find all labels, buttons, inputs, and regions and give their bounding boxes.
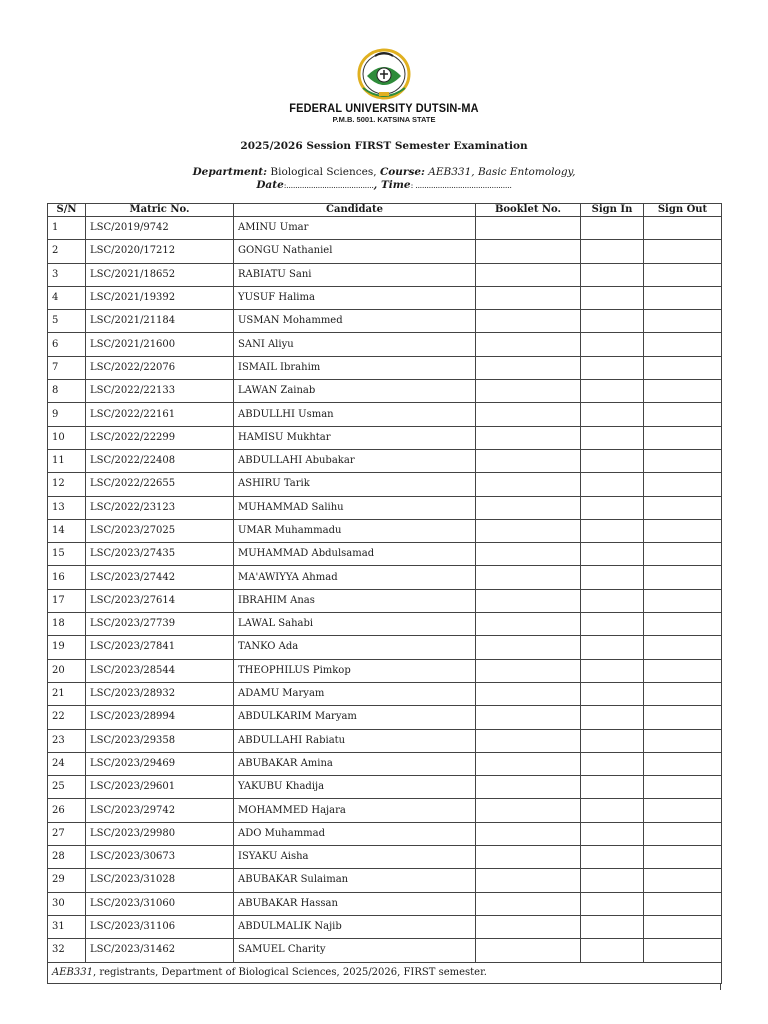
header-matric: Matric No. — [86, 204, 234, 217]
sign-out-cell[interactable] — [644, 310, 722, 333]
sn-cell: 24 — [48, 752, 86, 775]
sign-out-cell[interactable] — [644, 613, 722, 636]
table-row — [48, 263, 722, 286]
header-candidate: Candidate — [234, 204, 476, 217]
booklet-cell[interactable] — [476, 473, 581, 496]
sign-out-cell[interactable] — [644, 333, 722, 356]
university-address: P.M.B. 5001. KATSINA STATE — [332, 115, 436, 124]
candidate-cell: ABDULLHI Usman — [234, 403, 476, 426]
matric-cell: LSC/2023/27435 — [86, 543, 234, 566]
candidate-cell: MOHAMMED Hajara — [234, 799, 476, 822]
booklet-cell[interactable] — [476, 449, 581, 472]
table-row — [48, 659, 722, 682]
booklet-cell[interactable] — [476, 356, 581, 379]
sign-in-cell[interactable] — [581, 729, 644, 752]
matric-cell: LSC/2021/21600 — [86, 333, 234, 356]
sign-out-cell[interactable] — [644, 869, 722, 892]
footer-note — [48, 962, 722, 983]
matric-cell: LSC/2023/29742 — [86, 799, 234, 822]
matric-cell: LSC/2023/28994 — [86, 706, 234, 729]
sn-cell: 3 — [48, 263, 86, 286]
sign-out-cell[interactable] — [644, 263, 722, 286]
sign-out-cell[interactable] — [644, 939, 722, 962]
sign-in-cell[interactable] — [581, 543, 644, 566]
sign-in-cell[interactable] — [581, 706, 644, 729]
sign-in-cell[interactable] — [581, 217, 644, 240]
footer-course: AEB331 — [52, 966, 93, 978]
sign-in-cell[interactable] — [581, 240, 644, 263]
table-row — [48, 915, 722, 938]
date-time-line — [0, 179, 768, 191]
candidate-cell: ABUBAKAR Sulaiman — [234, 869, 476, 892]
table-row — [48, 939, 722, 962]
matric-cell: LSC/2022/22408 — [86, 449, 234, 472]
sign-out-cell[interactable] — [644, 915, 722, 938]
candidate-cell: MUHAMMAD Abdulsamad — [234, 543, 476, 566]
course-value: AEB331, Basic Entomology, — [424, 166, 576, 178]
table-row — [48, 333, 722, 356]
table-header-row — [48, 204, 722, 217]
matric-cell: LSC/2021/19392 — [86, 286, 234, 309]
booklet-cell[interactable] — [476, 822, 581, 845]
candidate-cell: UMAR Muhammadu — [234, 519, 476, 542]
matric-cell: LSC/2023/27739 — [86, 613, 234, 636]
sign-out-cell[interactable] — [644, 240, 722, 263]
candidate-cell: ADO Muhammad — [234, 822, 476, 845]
table-row — [48, 310, 722, 333]
sign-in-cell[interactable] — [581, 449, 644, 472]
sn-cell: 9 — [48, 403, 86, 426]
time-label: , Time — [373, 179, 411, 191]
sign-in-cell[interactable] — [581, 682, 644, 705]
sign-in-cell[interactable] — [581, 496, 644, 519]
table-row — [48, 286, 722, 309]
matric-cell: LSC/2021/21184 — [86, 310, 234, 333]
candidate-cell: USMAN Mohammed — [234, 310, 476, 333]
booklet-cell[interactable] — [476, 240, 581, 263]
matric-cell: LSC/2023/31106 — [86, 915, 234, 938]
candidate-cell: MA'AWIYYA Ahmad — [234, 566, 476, 589]
table-row — [48, 473, 722, 496]
sign-out-cell[interactable] — [644, 846, 722, 869]
sign-in-cell[interactable] — [581, 286, 644, 309]
booklet-cell[interactable] — [476, 869, 581, 892]
matric-cell: LSC/2022/22076 — [86, 356, 234, 379]
department-label: Department: — [192, 166, 268, 178]
booklet-cell[interactable] — [476, 380, 581, 403]
candidate-cell: GONGU Nathaniel — [234, 240, 476, 263]
sign-in-cell[interactable] — [581, 846, 644, 869]
booklet-cell[interactable] — [476, 939, 581, 962]
candidate-cell: ADAMU Maryam — [234, 682, 476, 705]
sign-in-cell[interactable] — [581, 822, 644, 845]
candidate-cell: ISMAIL Ibrahim — [234, 356, 476, 379]
sign-out-cell[interactable] — [644, 706, 722, 729]
sign-in-cell[interactable] — [581, 589, 644, 612]
sn-cell: 25 — [48, 776, 86, 799]
booklet-cell[interactable] — [476, 333, 581, 356]
table-row — [48, 822, 722, 845]
table-row — [48, 799, 722, 822]
matric-cell: LSC/2023/29358 — [86, 729, 234, 752]
sign-in-cell[interactable] — [581, 892, 644, 915]
sign-out-cell[interactable] — [644, 589, 722, 612]
date-value: :....................................... — [283, 181, 374, 190]
table-row — [48, 752, 722, 775]
matric-cell: LSC/2022/23123 — [86, 496, 234, 519]
candidate-cell: ABDULLAHI Rabiatu — [234, 729, 476, 752]
sign-in-cell[interactable] — [581, 613, 644, 636]
booklet-cell[interactable] — [476, 752, 581, 775]
candidate-cell: YAKUBU Khadija — [234, 776, 476, 799]
university-crest-icon — [353, 48, 415, 102]
sn-cell: 19 — [48, 636, 86, 659]
table-row — [48, 426, 722, 449]
sign-in-cell[interactable] — [581, 915, 644, 938]
sn-cell: 22 — [48, 706, 86, 729]
candidate-cell: YUSUF Halima — [234, 286, 476, 309]
sign-out-cell[interactable] — [644, 403, 722, 426]
candidate-cell: ABUBAKAR Amina — [234, 752, 476, 775]
university-name: FEDERAL UNIVERSITY DUTSIN-MA — [289, 103, 479, 115]
sign-in-cell[interactable] — [581, 380, 644, 403]
header-sn: S/N — [48, 204, 86, 217]
matric-cell: LSC/2022/22161 — [86, 403, 234, 426]
table-row — [48, 892, 722, 915]
booklet-cell[interactable] — [476, 310, 581, 333]
booklet-cell[interactable] — [476, 682, 581, 705]
sign-in-cell[interactable] — [581, 659, 644, 682]
table-row — [48, 403, 722, 426]
sign-in-cell[interactable] — [581, 426, 644, 449]
sign-out-cell[interactable] — [644, 752, 722, 775]
table-row — [48, 706, 722, 729]
booklet-cell[interactable] — [476, 566, 581, 589]
booklet-cell[interactable] — [476, 217, 581, 240]
matric-cell: LSC/2023/28544 — [86, 659, 234, 682]
sn-cell: 30 — [48, 892, 86, 915]
table-row — [48, 776, 722, 799]
time-value: : ........................................... — [410, 181, 512, 190]
candidate-cell: TANKO Ada — [234, 636, 476, 659]
matric-cell: LSC/2023/27025 — [86, 519, 234, 542]
sign-in-cell[interactable] — [581, 566, 644, 589]
candidate-cell: ABUBAKAR Hassan — [234, 892, 476, 915]
matric-cell: LSC/2023/29980 — [86, 822, 234, 845]
candidate-cell: LAWAL Sahabi — [234, 613, 476, 636]
sn-cell: 32 — [48, 939, 86, 962]
booklet-cell[interactable] — [476, 846, 581, 869]
booklet-cell[interactable] — [476, 519, 581, 542]
sign-out-cell[interactable] — [644, 449, 722, 472]
candidate-cell: MUHAMMAD Salihu — [234, 496, 476, 519]
sn-cell: 17 — [48, 589, 86, 612]
sn-cell: 14 — [48, 519, 86, 542]
header-sign-out: Sign Out — [644, 204, 722, 217]
sn-cell: 4 — [48, 286, 86, 309]
exam-title: 2025/2026 Session FIRST Semester Examination — [240, 140, 528, 152]
sign-out-cell[interactable] — [644, 519, 722, 542]
table-row — [48, 869, 722, 892]
booklet-cell[interactable] — [476, 915, 581, 938]
matric-cell: LSC/2019/9742 — [86, 217, 234, 240]
sn-cell: 29 — [48, 869, 86, 892]
matric-cell: LSC/2023/29601 — [86, 776, 234, 799]
candidate-cell: LAWAN Zainab — [234, 380, 476, 403]
header-sign-in: Sign In — [581, 204, 644, 217]
booklet-cell[interactable] — [476, 263, 581, 286]
sn-cell: 16 — [48, 566, 86, 589]
footer-text: , registrants, Department of Biological Sciences, 2025/2026, FIRST semester. — [92, 966, 487, 978]
booklet-cell[interactable] — [476, 659, 581, 682]
sign-in-cell[interactable] — [581, 636, 644, 659]
table-row — [48, 217, 722, 240]
sign-out-cell[interactable] — [644, 426, 722, 449]
booklet-cell[interactable] — [476, 426, 581, 449]
table-row — [48, 589, 722, 612]
booklet-cell[interactable] — [476, 706, 581, 729]
sn-cell: 1 — [48, 217, 86, 240]
department-course-line — [0, 166, 768, 178]
sn-cell: 6 — [48, 333, 86, 356]
matric-cell: LSC/2023/27442 — [86, 566, 234, 589]
table-footer-row — [48, 962, 722, 983]
matric-cell: LSC/2022/22133 — [86, 380, 234, 403]
booklet-cell[interactable] — [476, 589, 581, 612]
sign-out-cell[interactable] — [644, 659, 722, 682]
sign-out-cell[interactable] — [644, 822, 722, 845]
sn-cell: 15 — [48, 543, 86, 566]
sign-in-cell[interactable] — [581, 939, 644, 962]
header-booklet: Booklet No. — [476, 204, 581, 217]
page-edge-mark — [720, 984, 721, 990]
booklet-cell[interactable] — [476, 729, 581, 752]
table-row — [48, 729, 722, 752]
sign-in-cell[interactable] — [581, 310, 644, 333]
candidate-cell: ABDULKARIM Maryam — [234, 706, 476, 729]
sn-cell: 2 — [48, 240, 86, 263]
booklet-cell[interactable] — [476, 286, 581, 309]
candidate-cell: HAMISU Mukhtar — [234, 426, 476, 449]
candidate-cell: IBRAHIM Anas — [234, 589, 476, 612]
sn-cell: 27 — [48, 822, 86, 845]
sn-cell: 26 — [48, 799, 86, 822]
sn-cell: 20 — [48, 659, 86, 682]
sign-out-cell[interactable] — [644, 217, 722, 240]
booklet-cell[interactable] — [476, 892, 581, 915]
attendance-table — [47, 203, 722, 984]
table-row — [48, 682, 722, 705]
sn-cell: 18 — [48, 613, 86, 636]
table-row — [48, 519, 722, 542]
sign-in-cell[interactable] — [581, 473, 644, 496]
table-row — [48, 380, 722, 403]
matric-cell: LSC/2023/31028 — [86, 869, 234, 892]
candidate-cell: SANI Aliyu — [234, 333, 476, 356]
date-label: Date — [256, 179, 284, 191]
sign-out-cell[interactable] — [644, 892, 722, 915]
booklet-cell[interactable] — [476, 543, 581, 566]
sn-cell: 7 — [48, 356, 86, 379]
sign-in-cell[interactable] — [581, 263, 644, 286]
sign-in-cell[interactable] — [581, 776, 644, 799]
sign-in-cell[interactable] — [581, 356, 644, 379]
table-row — [48, 449, 722, 472]
table-body — [48, 217, 722, 963]
matric-cell: LSC/2023/31060 — [86, 892, 234, 915]
matric-cell: LSC/2023/27841 — [86, 636, 234, 659]
sign-out-cell[interactable] — [644, 473, 722, 496]
matric-cell: LSC/2023/29469 — [86, 752, 234, 775]
sn-cell: 11 — [48, 449, 86, 472]
matric-cell: LSC/2021/18652 — [86, 263, 234, 286]
sign-out-cell[interactable] — [644, 380, 722, 403]
candidate-cell: ASHIRU Tarik — [234, 473, 476, 496]
department-value: Biological Sciences, — [267, 166, 380, 178]
sn-cell: 5 — [48, 310, 86, 333]
booklet-cell[interactable] — [476, 636, 581, 659]
sign-out-cell[interactable] — [644, 496, 722, 519]
candidate-cell: SAMUEL Charity — [234, 939, 476, 962]
table-row — [48, 566, 722, 589]
sn-cell: 12 — [48, 473, 86, 496]
table-row — [48, 356, 722, 379]
sign-out-cell[interactable] — [644, 776, 722, 799]
booklet-cell[interactable] — [476, 496, 581, 519]
matric-cell: LSC/2023/28932 — [86, 682, 234, 705]
candidate-cell: AMINU Umar — [234, 217, 476, 240]
table-row — [48, 613, 722, 636]
booklet-cell[interactable] — [476, 403, 581, 426]
booklet-cell[interactable] — [476, 799, 581, 822]
sn-cell: 23 — [48, 729, 86, 752]
sn-cell: 31 — [48, 915, 86, 938]
sign-out-cell[interactable] — [644, 286, 722, 309]
matric-cell: LSC/2020/17212 — [86, 240, 234, 263]
document-header — [0, 48, 768, 124]
sign-out-cell[interactable] — [644, 682, 722, 705]
sign-out-cell[interactable] — [644, 566, 722, 589]
table-row — [48, 846, 722, 869]
booklet-cell[interactable] — [476, 776, 581, 799]
course-label: Course: — [379, 166, 425, 178]
table-row — [48, 240, 722, 263]
table-row — [48, 543, 722, 566]
matric-cell: LSC/2023/30673 — [86, 846, 234, 869]
sign-in-cell[interactable] — [581, 869, 644, 892]
sn-cell: 21 — [48, 682, 86, 705]
candidate-cell: ABDULLAHI Abubakar — [234, 449, 476, 472]
sign-in-cell[interactable] — [581, 799, 644, 822]
sign-out-cell[interactable] — [644, 729, 722, 752]
sign-in-cell[interactable] — [581, 403, 644, 426]
sn-cell: 13 — [48, 496, 86, 519]
candidate-cell: THEOPHILUS Pimkop — [234, 659, 476, 682]
candidate-cell: RABIATU Sani — [234, 263, 476, 286]
matric-cell: LSC/2023/31462 — [86, 939, 234, 962]
sign-out-cell[interactable] — [644, 799, 722, 822]
matric-cell: LSC/2022/22299 — [86, 426, 234, 449]
table-row — [48, 496, 722, 519]
candidate-cell: ISYAKU Aisha — [234, 846, 476, 869]
sign-in-cell[interactable] — [581, 752, 644, 775]
sign-out-cell[interactable] — [644, 356, 722, 379]
sn-cell: 28 — [48, 846, 86, 869]
sign-out-cell[interactable] — [644, 636, 722, 659]
booklet-cell[interactable] — [476, 613, 581, 636]
sn-cell: 10 — [48, 426, 86, 449]
candidate-cell: ABDULMALIK Najib — [234, 915, 476, 938]
matric-cell: LSC/2022/22655 — [86, 473, 234, 496]
sign-out-cell[interactable] — [644, 543, 722, 566]
sn-cell: 8 — [48, 380, 86, 403]
sign-in-cell[interactable] — [581, 519, 644, 542]
matric-cell: LSC/2023/27614 — [86, 589, 234, 612]
sign-in-cell[interactable] — [581, 333, 644, 356]
table-row — [48, 636, 722, 659]
